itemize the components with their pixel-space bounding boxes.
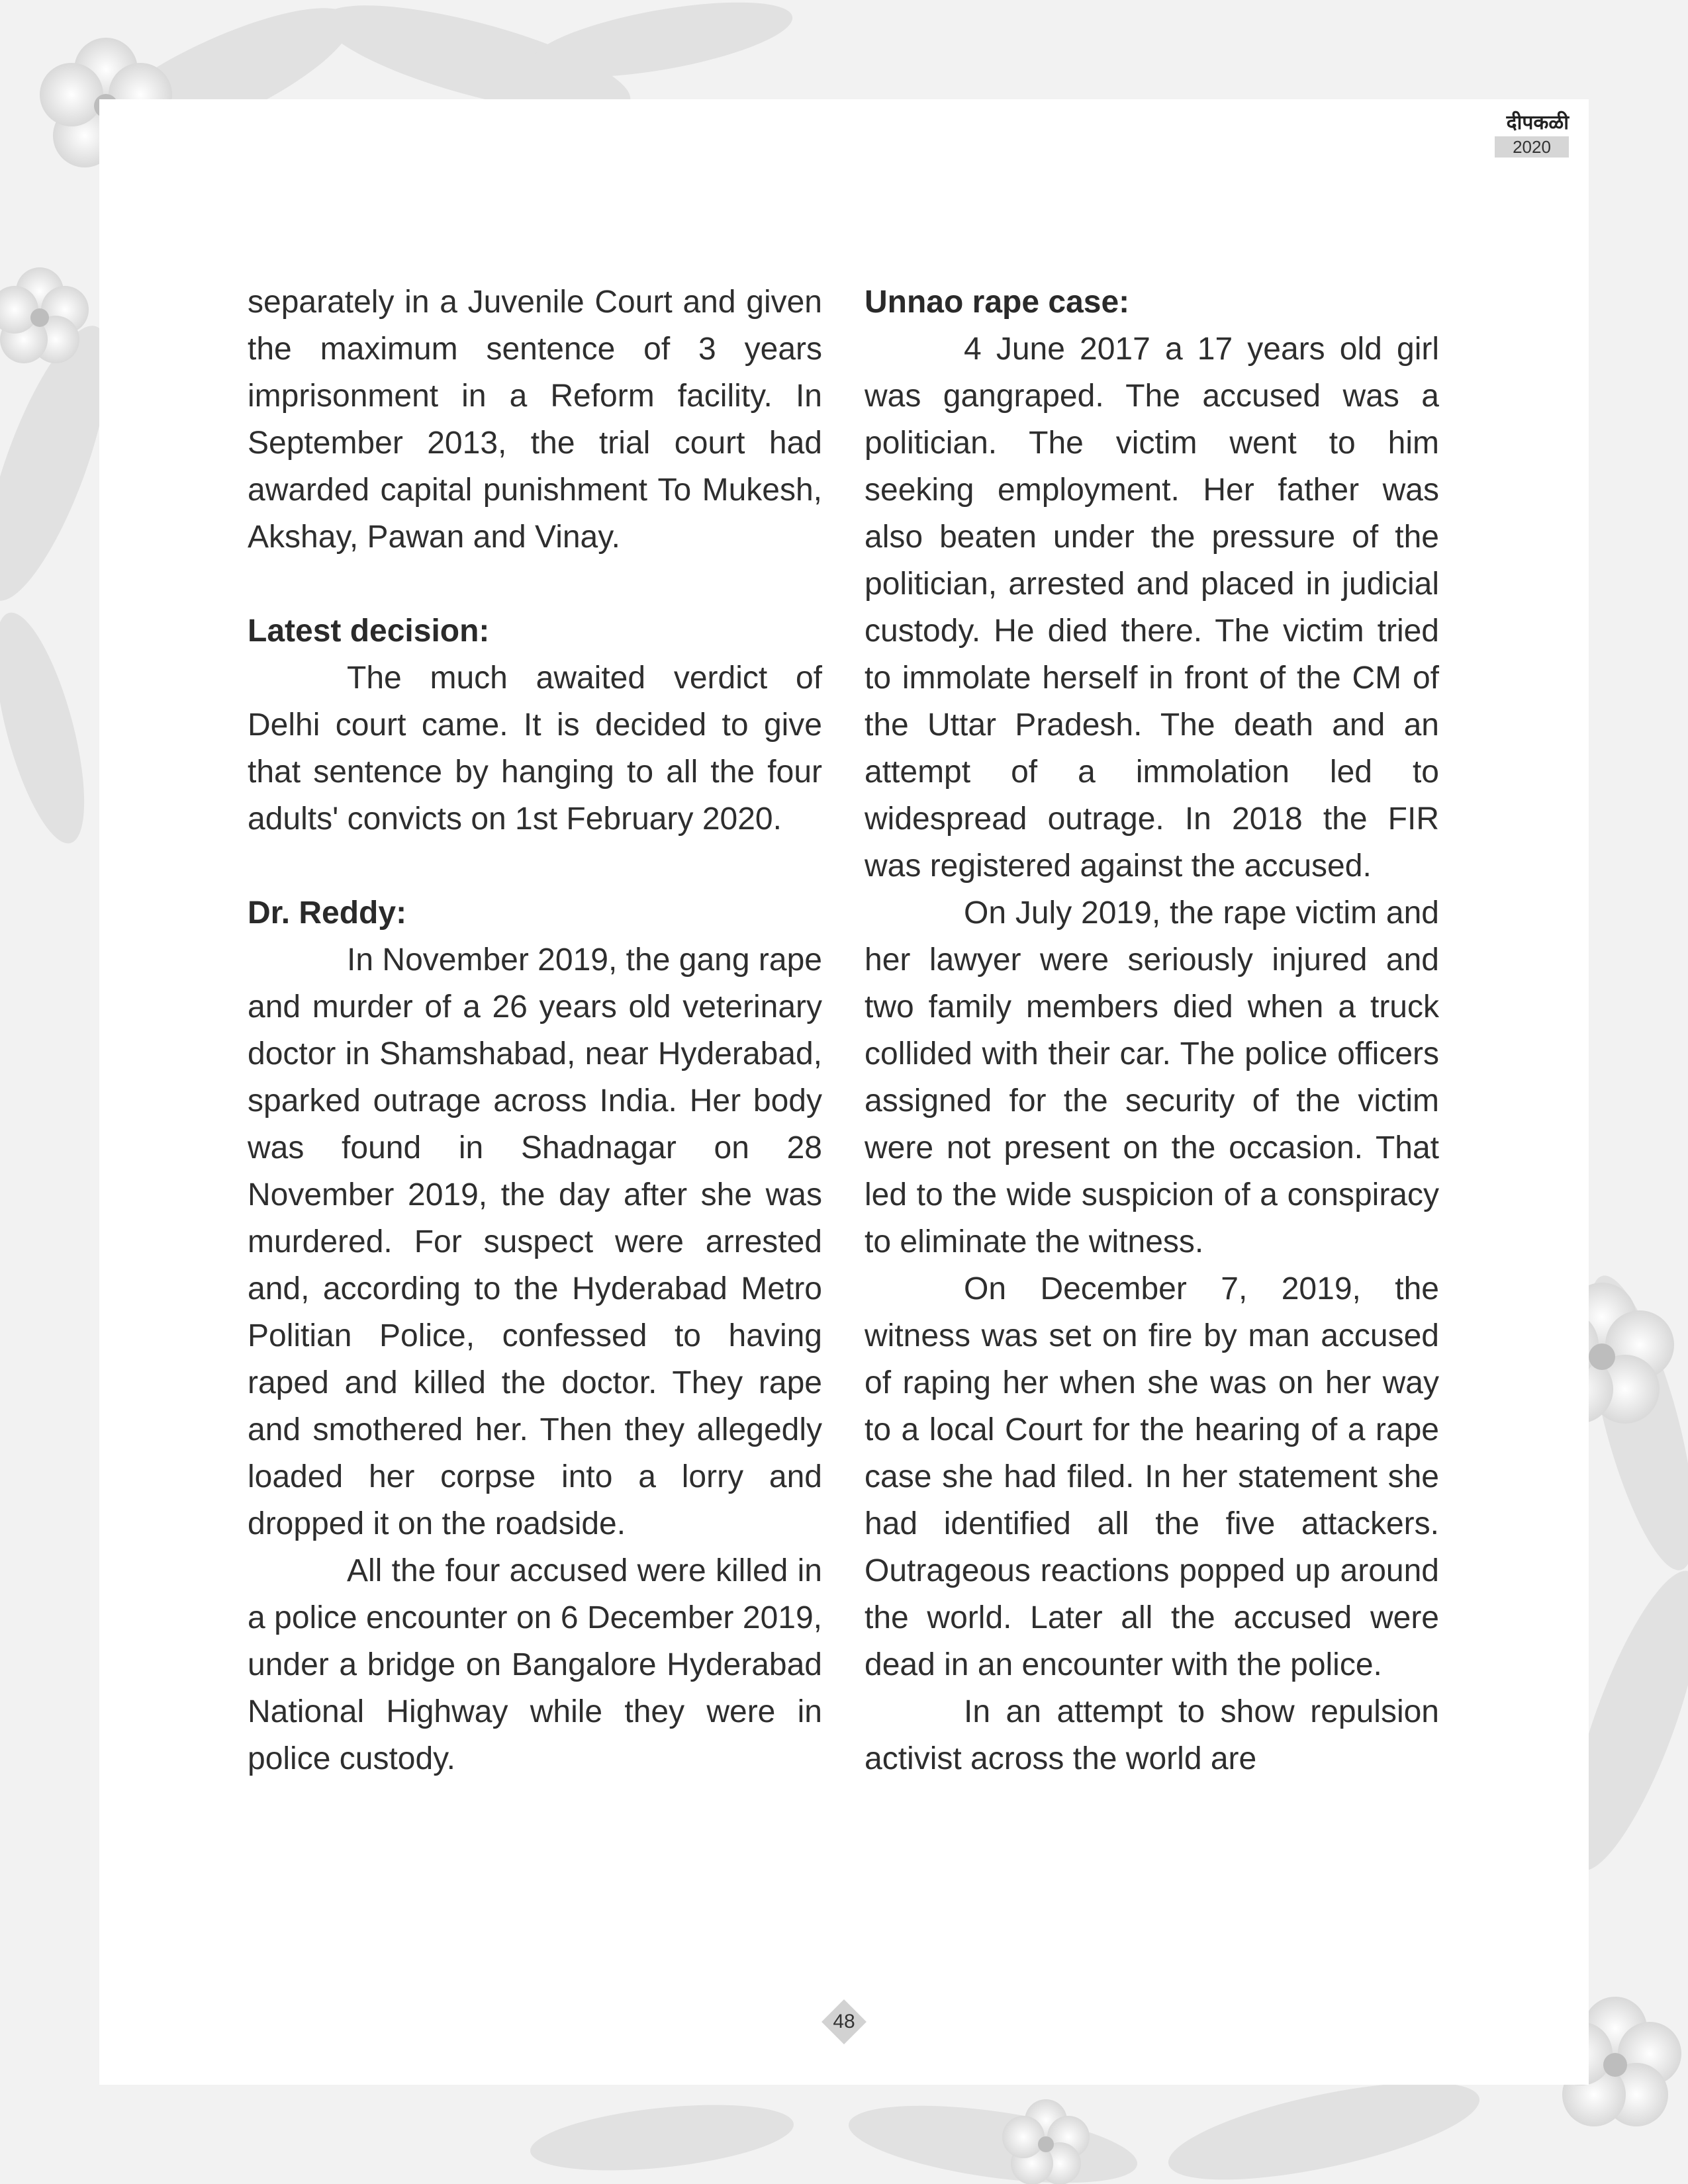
page-number: 48 <box>833 2011 855 2032</box>
masthead <box>1495 111 1569 158</box>
magazine-title: दीपकळी <box>1506 111 1569 134</box>
paragraph-latest-decision: The much awaited verdict of Delhi court came. It is decided to give that sentence by hanging to all the four adults' convicts on 1st February 2020. <box>248 660 822 837</box>
heading-unnao-rape-case: Unnao rape case: <box>865 285 1130 320</box>
heading-dr-reddy: Dr. Reddy: <box>248 895 407 931</box>
magazine-year: 2020 <box>1495 136 1569 158</box>
left-column <box>248 279 822 1782</box>
right-column <box>865 279 1439 1782</box>
paragraph-unnao-3: On December 7, 2019, the witness was set on fire by man accused of raping her when she was on her way to a local Court for the hearing of a rape case she had filed. In her statement she had identified all the five attackers. Outrageous reactions popped up around the world. Later all the accused were dead in an encounter with the police. <box>865 1271 1439 1682</box>
heading-latest-decision: Latest decision: <box>248 614 490 649</box>
page-number-badge <box>822 2000 866 2044</box>
paragraph-reddy-1: In November 2019, the gang rape and murder of a 26 years old veterinary doctor in Shamshabad, near Hyderabad, sparked outrage across India. Her body was found in Shadnagar on 28 November 2019, the day after she was murdered. For suspect were arrested and, according to the Hyderabad Metro Politian Police, confessed to having raped and killed the doctor. They rape and smothered her. Then they allegedly loaded her corpse into a lorry and dropped it on the roadside. <box>248 942 822 1541</box>
paragraph-unnao-4: In an attempt to show repulsion activist across the world are <box>865 1694 1439 1776</box>
paragraph-unnao-2: On July 2019, the rape victim and her lawyer were seriously injured and two family members died when a truck collided with their car. The police officers assigned for the security of the victim were not present on the occasion. That led to the wide suspicion of a conspiracy to eliminate the witness. <box>865 895 1439 1259</box>
paragraph-juvenile: separately in a Juvenile Court and given the maximum sentence of 3 years imprisonment in a Reform facility. In September 2013, the trial court had awarded capital punishment To Mukesh, Akshay, Pawan and Vinay. <box>248 285 822 555</box>
paragraph-reddy-2: All the four accused were killed in a police encounter on 6 December 2019, under a bridge on Bangalore Hyderabad National Highway while they were in police custody. <box>248 1553 822 1776</box>
paragraph-unnao-1: 4 June 2017 a 17 years old girl was gangraped. The accused was a politician. The victim went to him seeking employment. Her father was also beaten under the pressure of the politician, arrested and placed in judicial custody. He died there. The victim tried to immolate herself in front of the CM of the Uttar Pradesh. The death and an attempt of a immolation led to widespread outrage. In 2018 the FIR was registered against the accused. <box>865 332 1439 884</box>
